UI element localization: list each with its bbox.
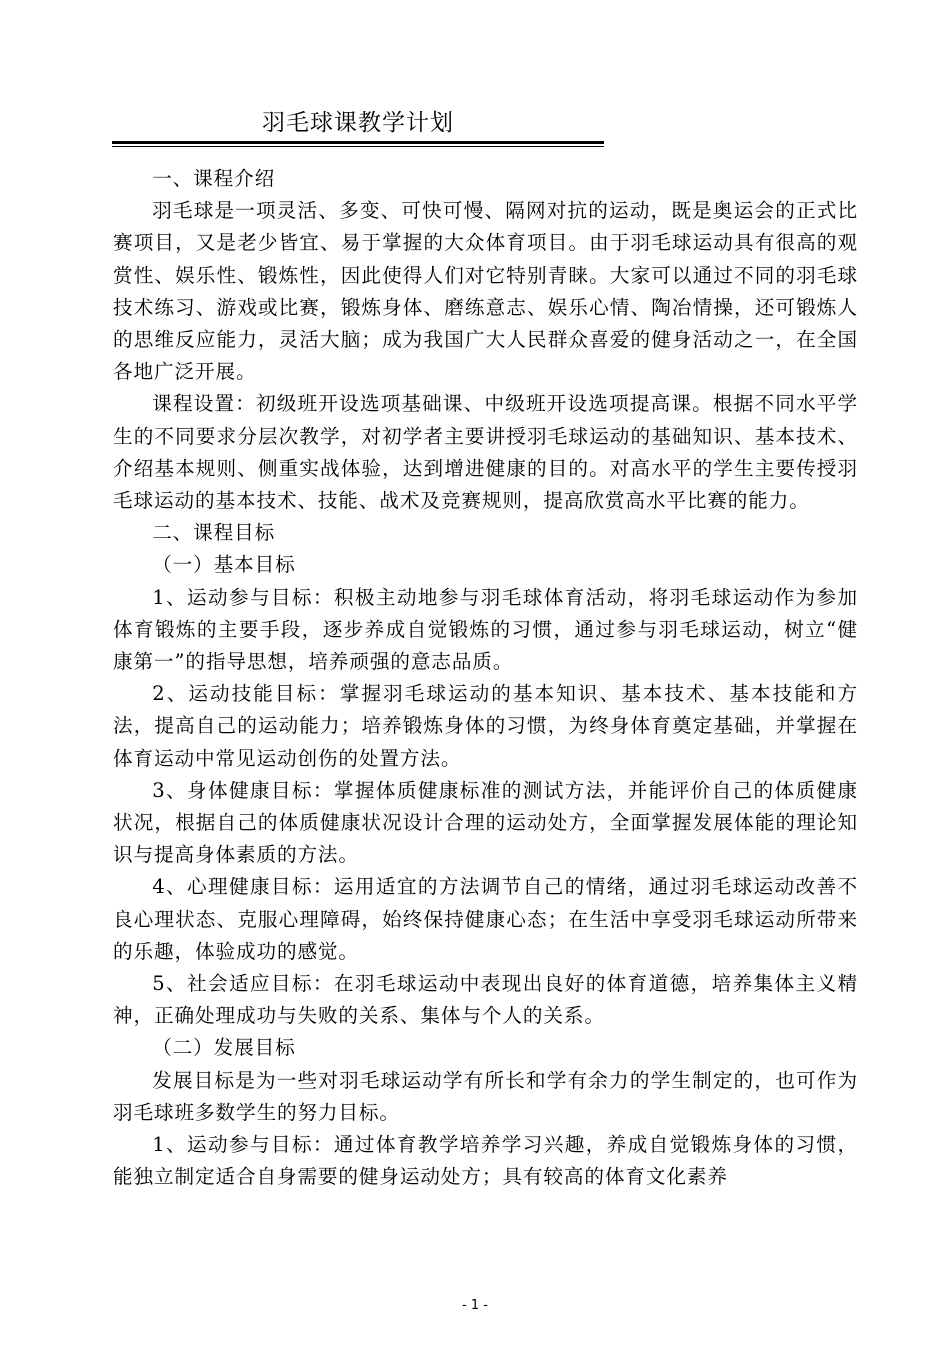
paragraph: 2、运动技能目标：掌握羽毛球运动的基本知识、基本技术、基本技能和方法，提高自己的运动能力；培养锻炼身体的习惯，为终身体育奠定基础，并掌握在体育运动中常见运动创伤的处置方法。 (113, 682, 858, 770)
page-number: - 1 - (462, 1298, 488, 1313)
paragraph: 1、运动参与目标：积极主动地参与羽毛球体育活动，将羽毛球运动作为参加体育锻炼的主要手段，逐步养成自觉锻炼的习惯，通过参与羽毛球运动，树立“健康第一”的指导思想，培养顽强的意志品质。 (113, 585, 858, 674)
paragraph: 4、心理健康目标：运用适宜的方法调节自己的情绪，通过羽毛球运动改善不良心理状态、克服心理障碍，始终保持健康心态；在生活中享受羽毛球运动所带来的乐趣，体验成功的感觉。 (113, 875, 858, 963)
paragraph: 1、运动参与目标：通过体育教学培养学习兴趣，养成自觉锻炼身体的习惯，能独立制定适合自身需要的健身运动处方；具有较高的体育文化素养 (113, 1133, 858, 1189)
subsection-heading: （一）基本目标 (152, 553, 296, 577)
paragraph: 发展目标是为一些对羽毛球运动学有所长和学有余力的学生制定的，也可作为羽毛球班多数学生的努力目标。 (113, 1068, 858, 1124)
section-heading: 二、课程目标 (152, 521, 276, 545)
title-underline-thick (112, 141, 604, 144)
section-heading: 一、课程介绍 (152, 167, 276, 190)
paragraph: 课程设置：初级班开设选项基础课、中级班开设选项提高课。根据不同水平学生的不同要求分层次教学，对初学者主要讲授羽毛球运动的基础知识、基本技术、介绍基本规则、侧重实战体验，达到增进健康的目的。对高水平的学生主要传授羽毛球运动的基本技术、技能、战术及竞赛规则，提高欣赏高水平比赛的能力。 (113, 392, 858, 513)
document-title: 羽毛球课教学计划 (262, 110, 454, 136)
paragraph: 3、身体健康目标：掌握体质健康标准的测试方法，并能评价自己的体质健康状况，根据自己的体质健康状况设计合理的运动处方，全面掌握发展体能的理论知识与提高身体素质的方法。 (113, 778, 858, 867)
subsection-heading: （二）发展目标 (152, 1036, 296, 1060)
title-underline-thin (112, 146, 604, 147)
paragraph: 5、社会适应目标：在羽毛球运动中表现出良好的体育道德，培养集体主义精神，正确处理成功与失败的关系、集体与个人的关系。 (113, 972, 858, 1028)
paragraph: 羽毛球是一项灵活、多变、可快可慢、隔网对抗的运动，既是奥运会的正式比赛项目，又是老少皆宜、易于掌握的大众体育项目。由于羽毛球运动具有很高的观赏性、娱乐性、锻炼性，因此使得人们对它特别青睐。大家可以通过不同的羽毛球技术练习、游戏或比赛，锻炼身体、磨练意志、娱乐心情、陶冶情操，还可锻炼人的思维反应能力，灵活大脑；成为我国广大人民群众喜爱的健身活动之一，在全国各地广泛开展。 (113, 199, 858, 384)
document-body (113, 163, 858, 1194)
